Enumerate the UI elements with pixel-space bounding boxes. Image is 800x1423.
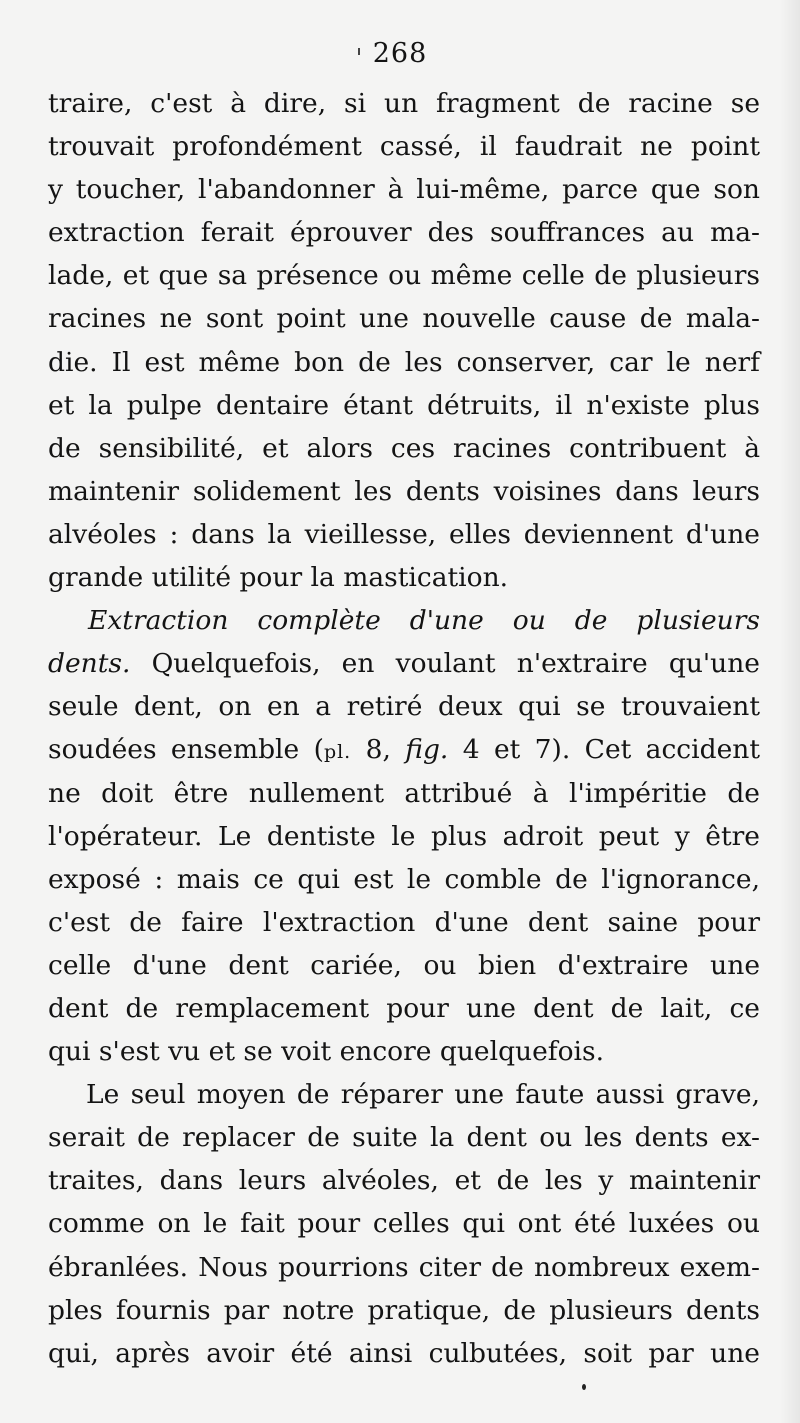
text-line: maintenir solidement les dents voisines dans leurs bbox=[48, 475, 760, 507]
text-line: traire, c'est à dire, si un fragment de racine se bbox=[48, 88, 760, 119]
text-line: die. Il est même bon de les conserver, car le nerf bbox=[48, 346, 760, 378]
text-span: 8, bbox=[351, 734, 406, 766]
text-line: ébranlées. Nous pourrions citer de nombreux exem- bbox=[48, 1251, 760, 1283]
text-line: ne doit être nullement attribué à l'impéritie de bbox=[48, 777, 760, 809]
text-line bbox=[48, 728, 760, 771]
section-heading-end: dents. bbox=[48, 648, 131, 680]
text-span: 4 et 7). Cet accident bbox=[448, 734, 760, 766]
text-line: ples fournis par notre pratique, de plusieurs dents bbox=[48, 1294, 760, 1326]
section-heading: Extraction complète d'une ou de plusieurs bbox=[88, 605, 760, 637]
text-line: racines ne sont point une nouvelle cause de mala- bbox=[48, 303, 760, 335]
text-line: comme on le fait pour celles qui ont été luxées ou bbox=[48, 1208, 760, 1240]
text-line: alvéoles : dans la vieillesse, elles deviennent d'une bbox=[48, 518, 760, 550]
page-number: 268 bbox=[372, 38, 428, 69]
plate-reference: pl. bbox=[323, 741, 352, 764]
text-span: soudées ensemble ( bbox=[48, 734, 324, 766]
text-line: c'est de faire l'extraction d'une dent saine pour bbox=[48, 906, 760, 938]
text-line: lade, et que sa présence ou même celle de plusieurs bbox=[48, 260, 760, 292]
text-line-last: qui s'est vu et se voit encore quelquefois. bbox=[48, 1036, 605, 1068]
text-line: l'opérateur. Le dentiste le plus adroit peut y être bbox=[48, 820, 760, 852]
text-line: traites, dans leurs alvéoles, et de les y maintenir bbox=[48, 1165, 760, 1197]
text-line-last: grande utilité pour la mastication. bbox=[48, 562, 509, 594]
section-heading-line bbox=[48, 599, 760, 642]
page-edge-shadow bbox=[780, 0, 800, 1423]
text-line: celle d'une dent cariée, ou bien d'extraire une bbox=[48, 949, 760, 981]
text-line: serait de replacer de suite la dent ou les dents ex- bbox=[48, 1122, 760, 1154]
figure-reference: fig. bbox=[405, 734, 449, 766]
text-line bbox=[48, 642, 760, 685]
paragraph-first-line: Le seul moyen de réparer une faute aussi grave, bbox=[86, 1079, 760, 1111]
text-line: extraction ferait éprouver des souffrances au ma- bbox=[48, 217, 760, 249]
text-line: et la pulpe dentaire étant détruits, il n'existe plus bbox=[48, 389, 760, 421]
text-line: seule dent, on en a retiré deux qui se trouvaient bbox=[48, 691, 760, 723]
text-line: y toucher, l'abandonner à lui-même, parce que son bbox=[48, 174, 760, 206]
text-line: exposé : mais ce qui est le comble de l'ignorance, bbox=[48, 863, 760, 895]
ink-dot bbox=[582, 1384, 586, 1390]
text-line: qui, après avoir été ainsi culbutées, soit par une bbox=[48, 1337, 760, 1369]
text-line: dent de remplacement pour une dent de lait, ce bbox=[48, 992, 760, 1024]
text-span: Quelquefois, en voulant n'extraire qu'une bbox=[130, 648, 760, 680]
text-line: trouvait profondément cassé, il faudrait ne point bbox=[48, 131, 760, 163]
text-line: de sensibilité, et alors ces racines contribuent à bbox=[48, 432, 760, 464]
body-text bbox=[48, 82, 760, 1375]
